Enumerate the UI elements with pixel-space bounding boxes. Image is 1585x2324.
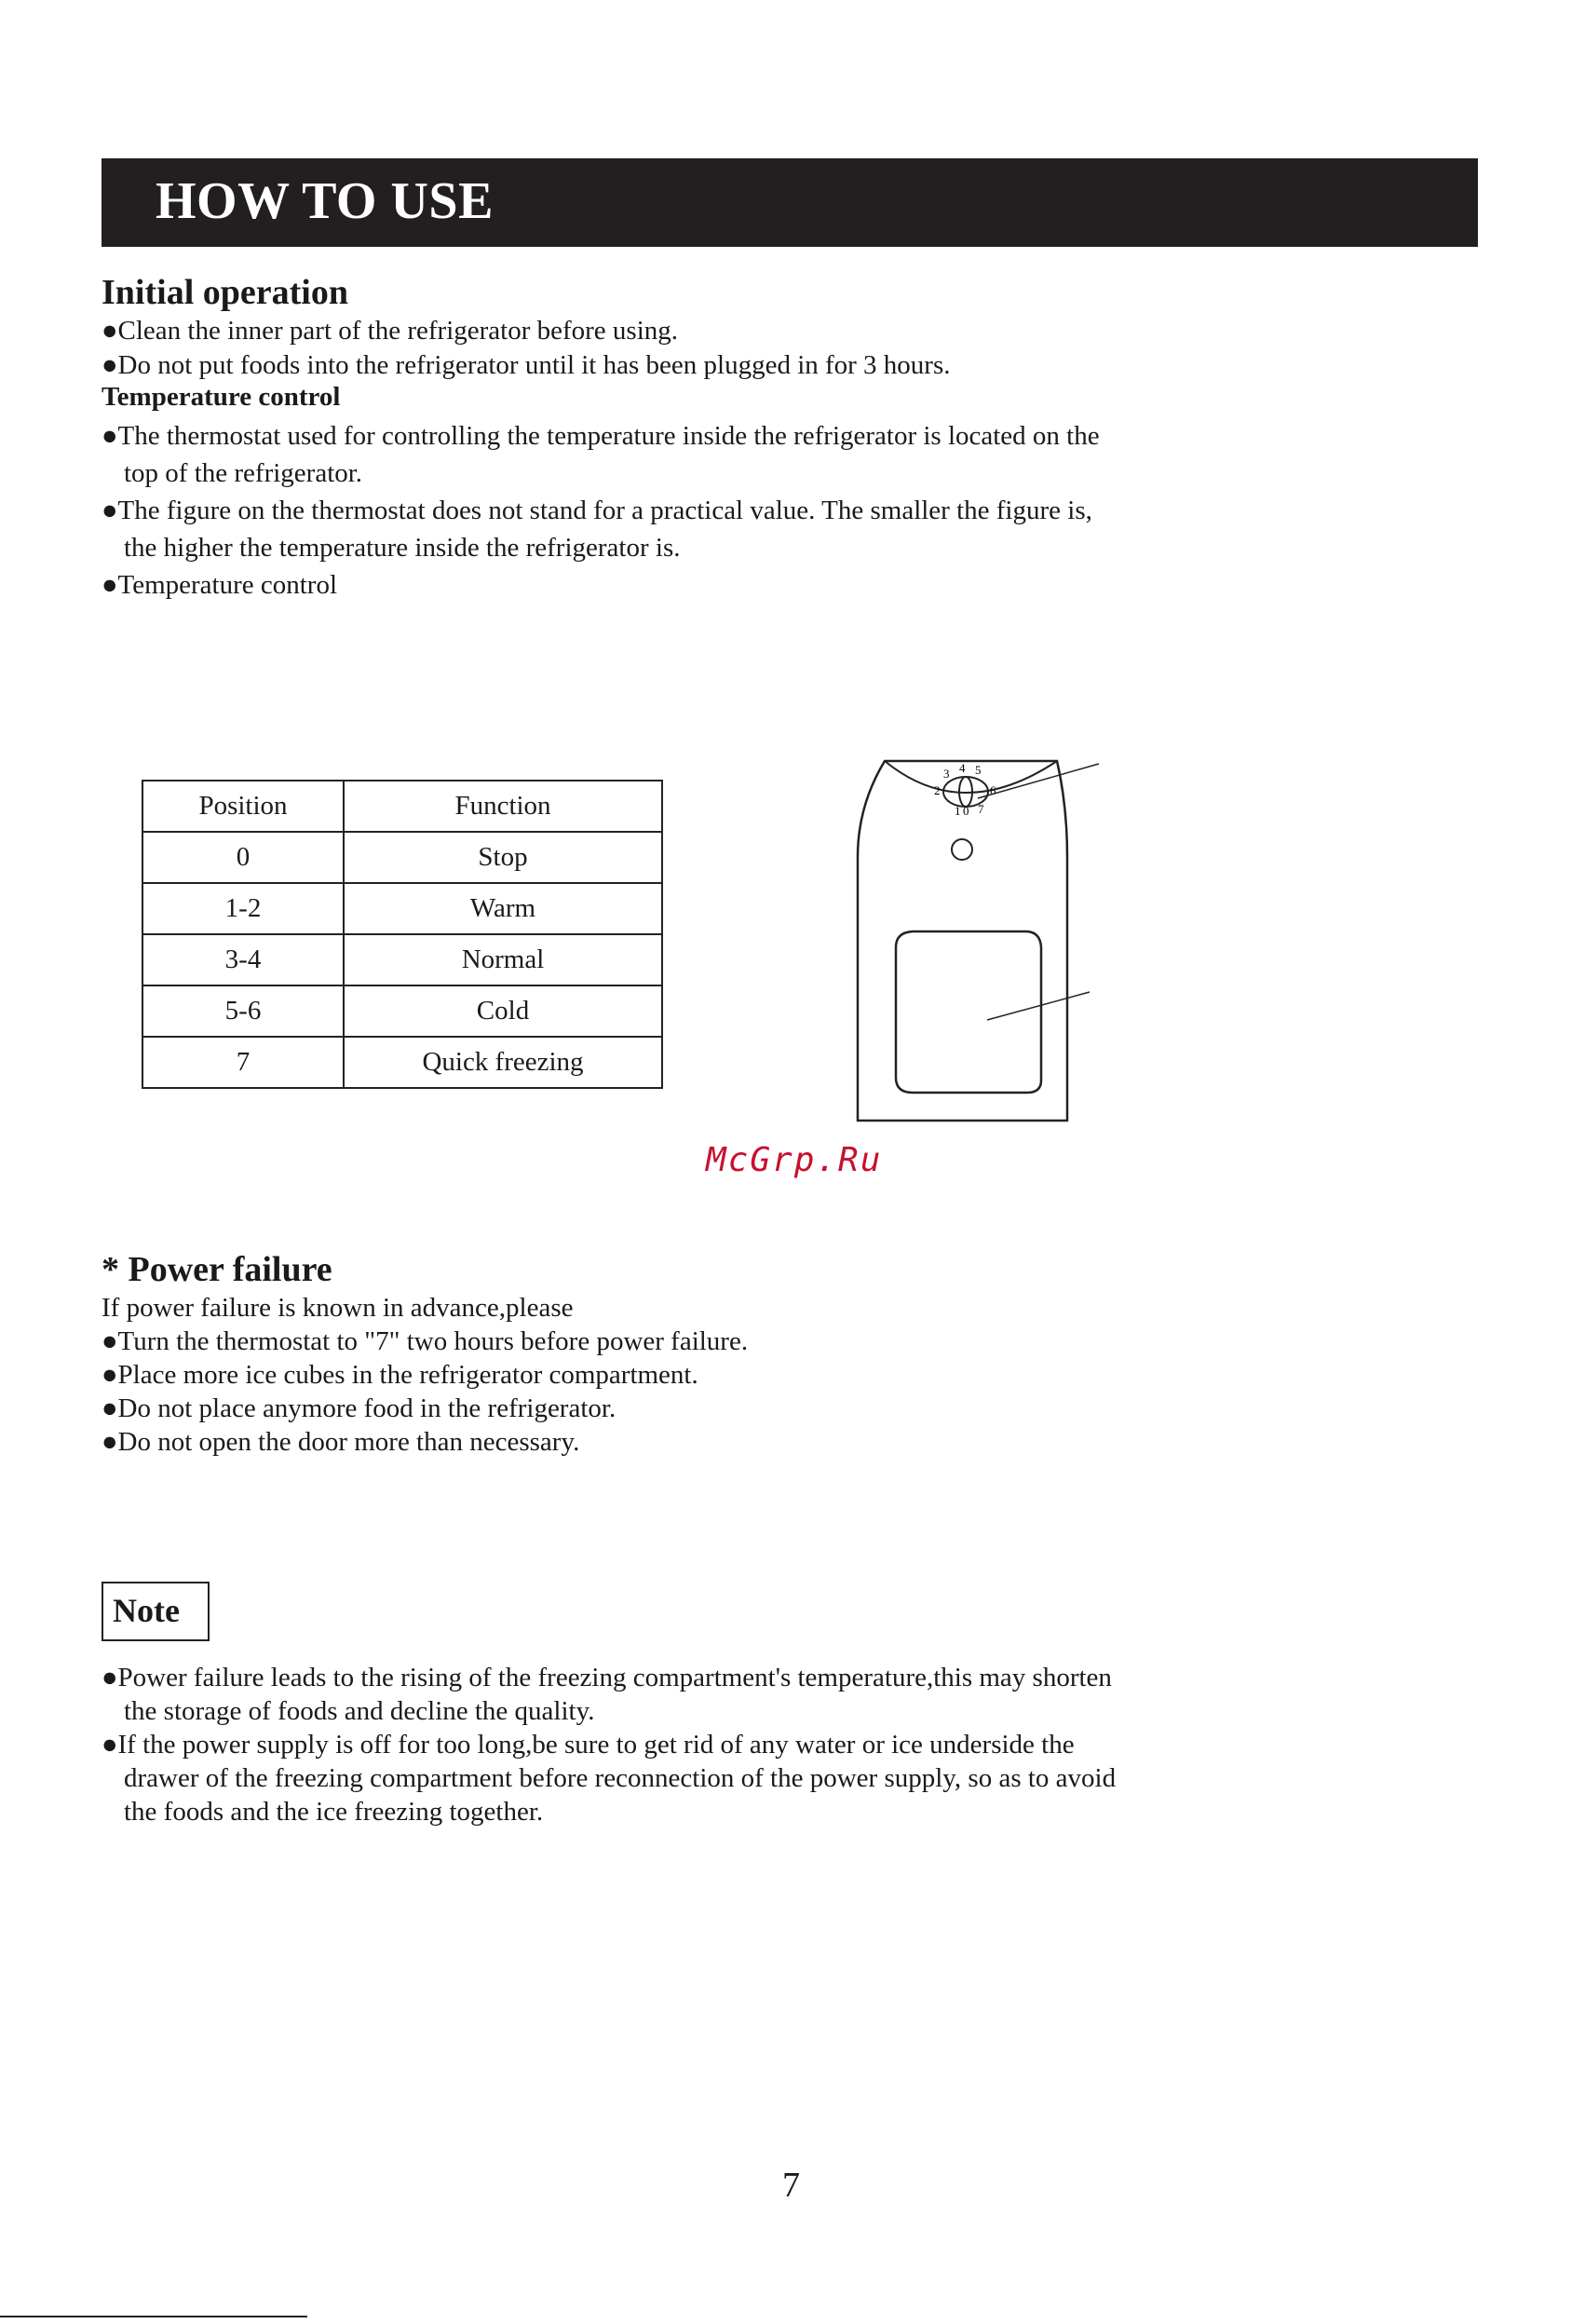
table-cell: Stop (344, 832, 662, 883)
note-line-5: the foods and the ice freezing together. (124, 1797, 544, 1827)
note-line-1: ●Power failure leads to the rising of the freezing compartment's temperature,this may shorten (102, 1663, 1112, 1692)
dial-number: 2 (934, 783, 941, 797)
dial-number: 4 (959, 761, 966, 775)
freezer-compartment-door (896, 931, 1041, 1093)
temp-line-3: ●The figure on the thermostat does not stand for a practical value. The smaller the figure is, (102, 496, 1092, 525)
table-cell: 1-2 (142, 883, 344, 934)
power-line-3: ●Place more ice cubes in the refrigerator compartment. (102, 1360, 698, 1390)
note-label: Note (113, 1592, 180, 1629)
power-line-5: ●Do not open the door more than necessary. (102, 1427, 580, 1457)
footer-rule (0, 2316, 307, 2317)
table-row (142, 934, 662, 985)
temp-line-4: the higher the temperature inside the refrigerator is. (124, 533, 681, 563)
initial-op-line-2: ●Do not put foods into the refrigerator until it has been plugged in for 3 hours. (102, 350, 951, 380)
dial-number: 7 (978, 802, 984, 816)
initial-operation-heading: Initial operation (102, 273, 348, 312)
freezer-leader-line (987, 992, 1090, 1020)
dial-number: 6 (990, 783, 996, 797)
table-cell: 0 (142, 832, 344, 883)
note-box (102, 1582, 210, 1641)
table-cell: 5-6 (142, 985, 344, 1037)
indicator-light (952, 839, 972, 860)
table-cell: 7 (142, 1037, 344, 1088)
temperature-control-heading: Temperature control (102, 382, 341, 412)
page-number: 7 (782, 2166, 800, 2205)
note-line-3: ●If the power supply is off for too long,be sure to get rid of any water or ice underside the (102, 1730, 1075, 1760)
power-line-4: ●Do not place anymore food in the refrigerator. (102, 1393, 616, 1423)
table-row (142, 883, 662, 934)
table-row (142, 832, 662, 883)
thermostat-position-table (142, 780, 663, 1089)
table-cell: Quick freezing (344, 1037, 662, 1088)
table-header-cell: Position (142, 781, 344, 832)
dial-number: 0 (963, 804, 969, 818)
table-cell: 3-4 (142, 934, 344, 985)
watermark: McGrp.Ru (706, 1141, 883, 1179)
thermostat-leader-line (978, 764, 1099, 798)
refrigerator-diagram (847, 750, 1118, 1127)
table-header-cell: Function (344, 781, 662, 832)
power-line-2: ●Turn the thermostat to "7" two hours before power failure. (102, 1326, 749, 1356)
header-banner (102, 158, 1478, 247)
table-cell: Warm (344, 883, 662, 934)
table-cell: Cold (344, 985, 662, 1037)
table-header-row (142, 781, 662, 832)
temp-line-2: top of the refrigerator. (124, 458, 363, 488)
power-line-1: If power failure is known in advance,please (102, 1293, 574, 1323)
initial-op-line-1: ●Clean the inner part of the refrigerator before using. (102, 316, 679, 346)
power-failure-heading: * Power failure (102, 1250, 332, 1289)
table-row (142, 985, 662, 1037)
page-title: HOW TO USE (156, 172, 494, 230)
note-line-4: drawer of the freezing compartment before reconnection of the power supply, so as to avoid (124, 1763, 1117, 1793)
temp-line-5: ●Temperature control (102, 570, 338, 600)
dial-number: 1 (955, 804, 961, 818)
note-line-2: the storage of foods and decline the quality. (124, 1696, 595, 1726)
dial-number: 5 (975, 763, 982, 777)
table-cell: Normal (344, 934, 662, 985)
table-row (142, 1037, 662, 1088)
dial-number: 3 (943, 767, 950, 781)
temp-line-1: ●The thermostat used for controlling the temperature inside the refrigerator is located on the (102, 421, 1100, 451)
